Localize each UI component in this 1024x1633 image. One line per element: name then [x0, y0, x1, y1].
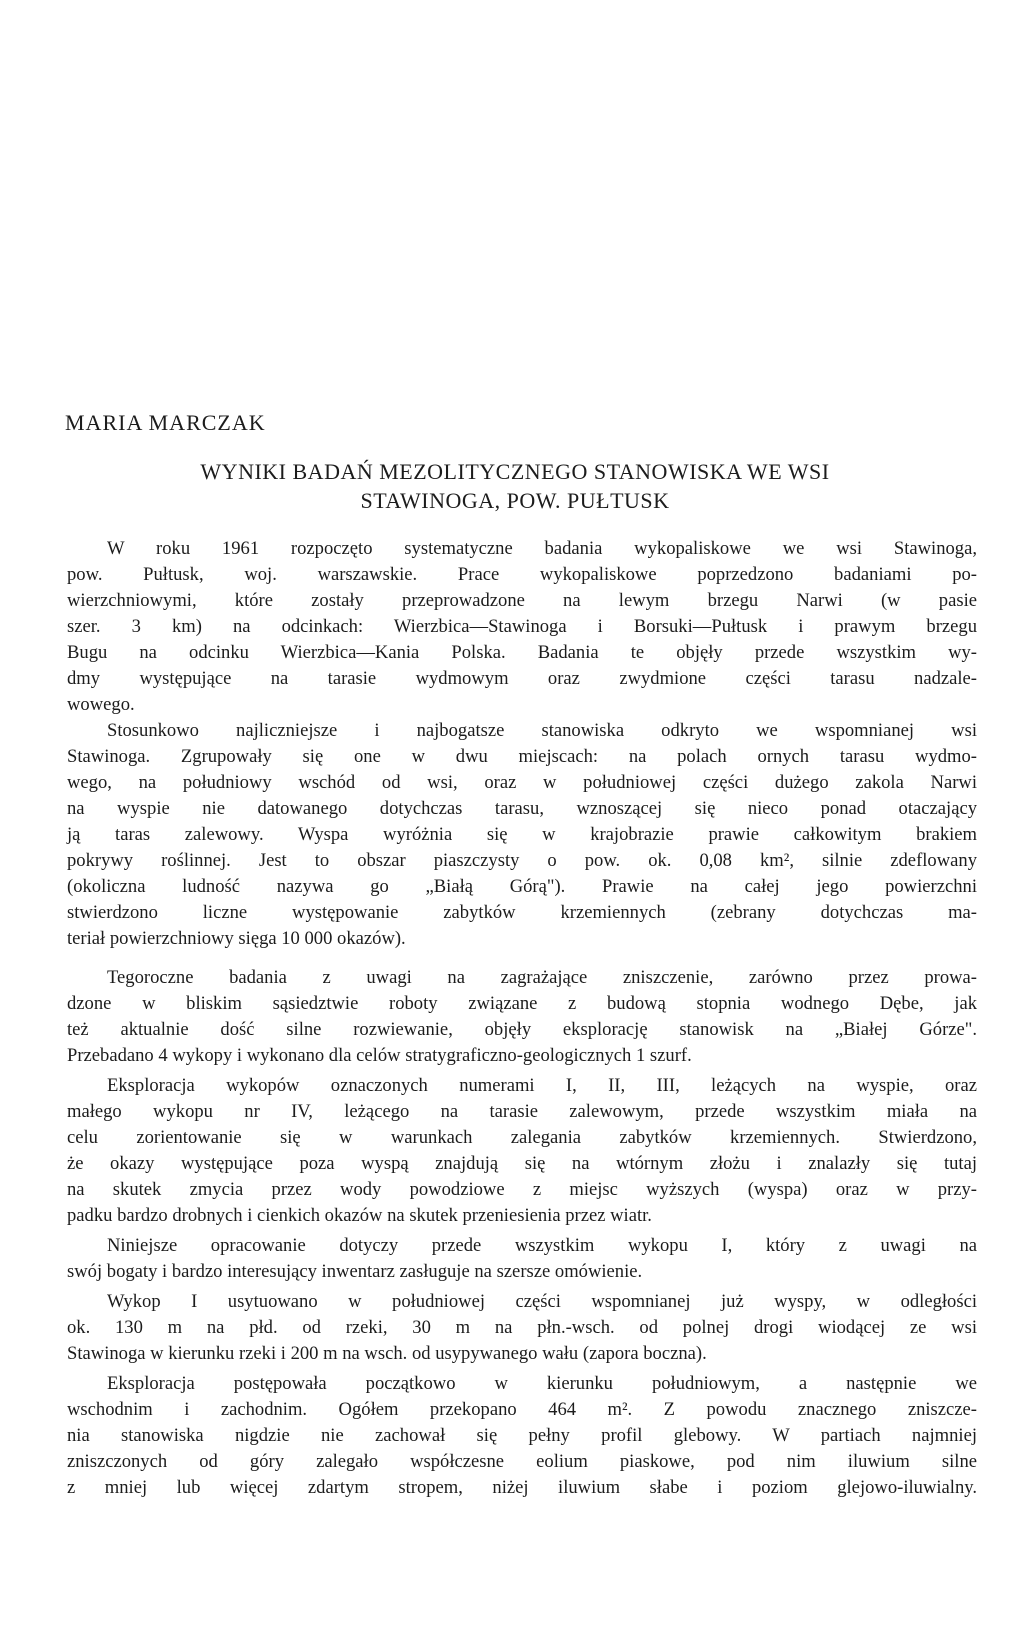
body-line: zniszczonych od góry zalegało współczesne eolium piaskowe, pod nim iluwium silne: [67, 1451, 977, 1472]
body-line: celu zorientowanie się w warunkach zalegania zabytków krzemiennych. Stwierdzono,: [67, 1127, 977, 1148]
body-line: stwierdzono liczne występowanie zabytków krzemiennych (zebrany dotychczas ma-: [67, 902, 977, 923]
body-line: Eksploracja wykopów oznaczonych numerami I, II, III, leżących na wyspie, oraz: [107, 1075, 977, 1096]
body-line: Stosunkowo najliczniejsze i najbogatsze stanowiska odkryto we wspomnianej wsi: [107, 720, 977, 741]
article-title-line-1: WYNIKI BADAŃ MEZOLITYCZNEGO STANOWISKA WE WSI: [200, 459, 830, 484]
body-line: Stawinoga. Zgrupowały się one w dwu miejscach: na polach ornych tarasu wydmo-: [67, 746, 977, 767]
body-line: swój bogaty i bardzo interesujący inwentarz zasługuje na szersze omówienie.: [67, 1261, 643, 1282]
body-line: nia stanowiska nigdzie nie zachował się pełny profil glebowy. W partiach najmniej: [67, 1425, 977, 1446]
body-line: dmy występujące na tarasie wydmowym oraz zwydmione części tarasu nadzale-: [67, 668, 977, 689]
body-line: wowego.: [67, 694, 135, 715]
body-line: że okazy występujące poza wyspą znajdują się na wtórnym złożu i znalazły się tutaj: [67, 1153, 977, 1174]
body-line: Wykop I usytuowano w południowej części wspomnianej już wyspy, w odległości: [107, 1291, 977, 1312]
body-line: szer. 3 km) na odcinkach: Wierzbica—Stawinoga i Borsuki—Pułtusk i prawym brzegu: [67, 616, 977, 637]
body-line: Bugu na odcinku Wierzbica—Kania Polska. Badania te objęły przede wszystkim wy-: [67, 642, 977, 663]
body-line: dzone w bliskim sąsiedztwie roboty związane z budową stopnia wodnego Dębe, jak: [67, 993, 977, 1014]
body-line: też aktualnie dość silne rozwiewanie, objęły eksplorację stanowisk na „Białej Górze".: [67, 1019, 977, 1040]
article-title-line-2: STAWINOGA, POW. PUŁTUSK: [360, 488, 670, 513]
body-line: pow. Pułtusk, woj. warszawskie. Prace wykopaliskowe poprzedzono badaniami po-: [67, 564, 977, 585]
body-line: Eksploracja postępowała początkowo w kierunku południowym, a następnie we: [107, 1373, 977, 1394]
body-line: teriał powierzchniowy sięga 10 000 okazów).: [67, 928, 406, 949]
body-line: Przebadano 4 wykopy i wykonano dla celów stratygraficzno-geologicznych 1 szurf.: [67, 1045, 692, 1066]
body-line: wego, na południowy wschód od wsi, oraz w południowej części dużego zakola Narwi: [67, 772, 977, 793]
body-line: ją taras zalewowy. Wyspa wyróżnia się w krajobrazie prawie całkowitym brakiem: [67, 824, 977, 845]
body-line: wschodnim i zachodnim. Ogółem przekopano 464 m². Z powodu znacznego zniszcze-: [67, 1399, 977, 1420]
author-name: MARIA MARCZAK: [65, 410, 266, 435]
body-line: ok. 130 m na płd. od rzeki, 30 m na płn.-wsch. od polnej drogi wiodącej ze wsi: [67, 1317, 977, 1338]
body-line: z mniej lub więcej zdartym stropem, niżej iluwium słabe i poziom glejowo-iluwialny.: [67, 1477, 977, 1498]
body-line: wierzchniowymi, które zostały przeprowadzone na lewym brzegu Narwi (w pasie: [67, 590, 977, 611]
body-line: na skutek zmycia przez wody powodziowe z miejsc wyższych (wyspa) oraz w przy-: [67, 1179, 977, 1200]
body-line: pokrywy roślinnej. Jest to obszar piaszczysty o pow. ok. 0,08 km², silnie zdeflowany: [67, 850, 977, 871]
body-line: Stawinoga w kierunku rzeki i 200 m na wsch. od usypywanego wału (zapora boczna).: [67, 1343, 707, 1364]
body-line: W roku 1961 rozpoczęto systematyczne badania wykopaliskowe we wsi Stawinoga,: [107, 538, 977, 559]
body-line: Tegoroczne badania z uwagi na zagrażające zniszczenie, zarówno przez prowa-: [107, 967, 977, 988]
body-line: (okoliczna ludność nazywa go „Białą Górą"). Prawie na całej jego powierzchni: [67, 876, 977, 897]
body-line: na wyspie nie datowanego dotychczas tarasu, wznoszącej się nieco ponad otaczający: [67, 798, 977, 819]
body-line: padku bardzo drobnych i cienkich okazów na skutek przeniesienia przez wiatr.: [67, 1205, 652, 1226]
body-line: małego wykopu nr IV, leżącego na tarasie zalewowym, przede wszystkim miała na: [67, 1101, 977, 1122]
body-line: Niniejsze opracowanie dotyczy przede wszystkim wykopu I, który z uwagi na: [107, 1235, 977, 1256]
